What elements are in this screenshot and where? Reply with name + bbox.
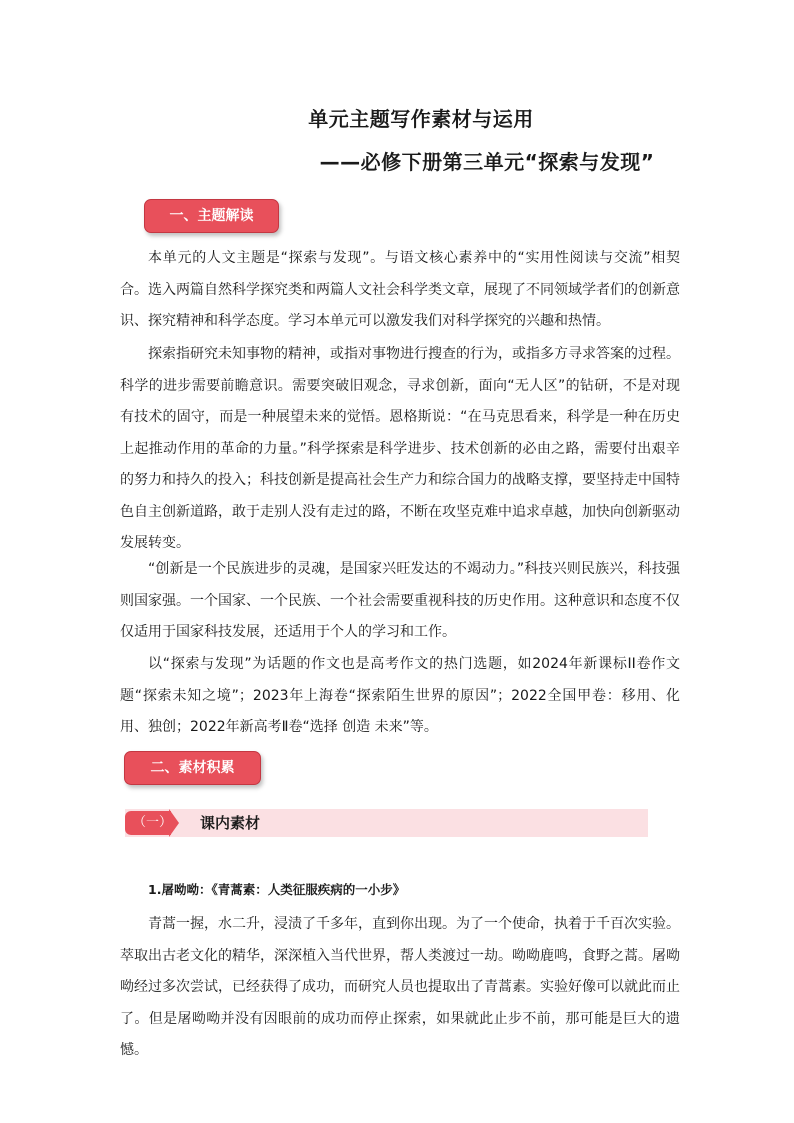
paragraph: “创新是一个民族进步的灵魂，是国家兴旺发达的不竭动力。”科技兴则民族兴，科技强则国家强。一个国家、一个民族、一个社会需要重视科技的历史作用。这种意识和态度不仅仅适用于国家科技发展，还适用于个人的学习和工作。	[120, 561, 680, 640]
document-title: 单元主题写作素材与运用	[308, 107, 534, 131]
material-item-title: 1.屠呦呦：《青蒿素：人类征服疾病的一小步》	[148, 882, 406, 897]
section-tag-theme: 一、主题解读	[144, 199, 279, 233]
paragraph: 本单元的人文主题是“探索与发现”。与语文核心素养中的“实用性阅读与交流”相契合。选入两篇自然科学探究类和两篇人文社会科学类文章，展现了不同领域学者们的创新意识、探究精神和科学态度。学习本单元可以激发我们对科学探究的兴趣和热情。	[120, 250, 680, 329]
section-tag-materials: 二、素材积累	[124, 751, 261, 785]
paragraph: 青蒿一握，水二升，浸渍了千多年，直到你出现。为了一个使命，执着于千百次实验。萃取出古老文化的精华，深深植入当代世界，帮人类渡过一劫。呦呦鹿鸣，食野之蒿。屠呦呦经过多次尝试，已经获得了成功，而研究人员也提取出了青蒿素。实验好像可以就此而止了。但是屠呦呦并没有因眼前的成功而停止探索，如果就此止步不前，那可能是巨大的遗憾。	[120, 916, 680, 1058]
document-subtitle: ——必修下册第三单元“探索与发现”	[319, 150, 655, 174]
subsection-bar	[125, 809, 648, 837]
paragraph: 以“探索与发现”为话题的作文也是高考作文的热门选题，如2024年新课标II卷作文题“探索未知之境”；2023年上海卷“探索陌生世界的原因”；2022全国甲卷：移用、化用、独创；2022年新高考Ⅱ卷“选择 创造 未来”等。	[120, 656, 680, 735]
subsection-label: 课内素材	[200, 814, 261, 832]
paragraph: 探索指研究未知事物的精神，或指对事物进行搜查的行为，或指多方寻求答案的过程。科学的进步需要前瞻意识。需要突破旧观念，寻求创新，面向“无人区”的钻研，不是对现有技术的固守，而是一种展望未来的觉悟。恩格斯说：“在马克思看来，科学是一种在历史上起推动作用的革命的力量。”科学探索是科学进步、技术创新的必由之路，需要付出艰辛的努力和持久的投入；科技创新是提高社会生产力和综合国力的战略支撑，要坚持走中国特色自主创新道路，敢于走别人没有走过的路，不断在攻坚克难中追求卓越，加快向创新驱动发展转变。	[120, 346, 680, 551]
chevron-right-icon	[169, 809, 179, 837]
subsection-number: （一）	[125, 811, 171, 835]
